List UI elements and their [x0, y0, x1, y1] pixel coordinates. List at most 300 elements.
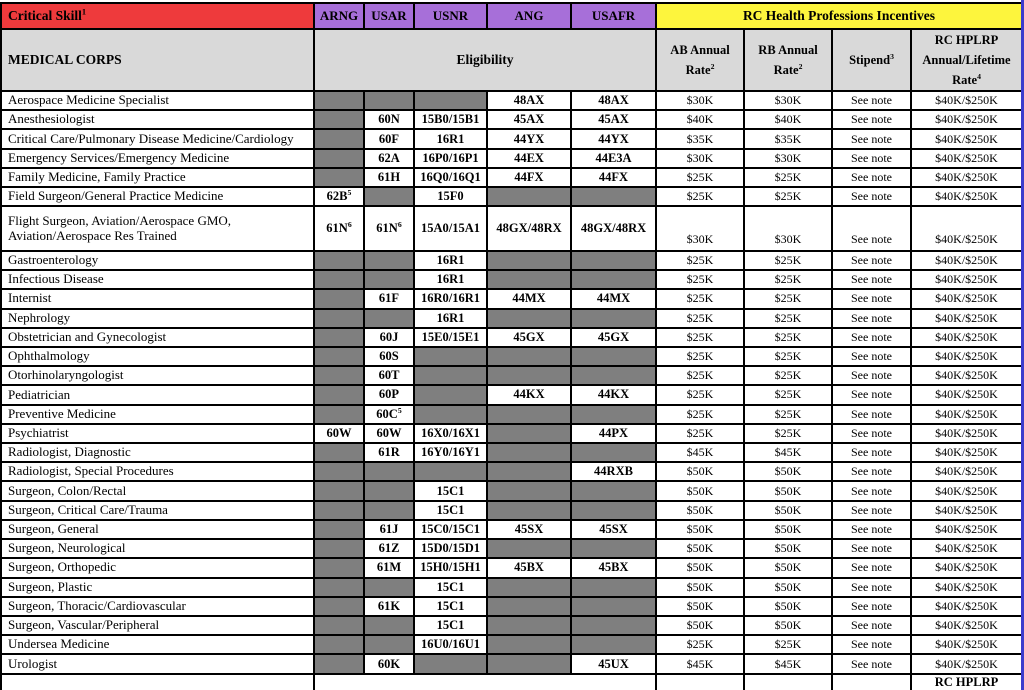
eligibility-cell-usnr: 15C1	[414, 501, 487, 520]
partial-skill-cell	[1, 674, 314, 690]
ab-rate-cell: $25K	[656, 347, 744, 366]
stipend-cell: See note	[832, 635, 911, 654]
column-header-usnr: USNR	[414, 3, 487, 29]
table-row	[1, 168, 1022, 187]
rb-rate-cell: $50K	[744, 578, 832, 597]
header-row-components	[1, 3, 1022, 29]
eligibility-cell-usnr: 16R0/16R1	[414, 289, 487, 308]
eligibility-cell-empty-arng	[314, 149, 364, 168]
eligibility-cell-ang: 44EX	[487, 149, 571, 168]
stipend-cell: See note	[832, 309, 911, 328]
table-row	[1, 501, 1022, 520]
eligibility-cell-empty-ang	[487, 616, 571, 635]
stipend-cell: See note	[832, 347, 911, 366]
skill-cell: Surgeon, Vascular/Peripheral	[1, 616, 314, 635]
ab-rate-cell: $25K	[656, 328, 744, 347]
stipend-cell: See note	[832, 168, 911, 187]
eligibility-cell-empty-usafr	[571, 481, 656, 500]
partial-hplrp-cell: RC HPLRP	[911, 674, 1022, 690]
eligibility-cell-empty-ang	[487, 597, 571, 616]
eligibility-cell-ang: 48GX/48RX	[487, 206, 571, 251]
rb-rate-cell: $40K	[744, 110, 832, 129]
table-row	[1, 187, 1022, 206]
eligibility-cell-empty-usafr	[571, 405, 656, 424]
rb-rate-cell: $45K	[744, 443, 832, 462]
table-row	[1, 405, 1022, 424]
eligibility-cell-empty-arng	[314, 366, 364, 385]
eligibility-cell-arng: $61N^6$	[314, 206, 364, 251]
eligibility-cell-usnr: 15C1	[414, 597, 487, 616]
eligibility-cell-ang: 45GX	[487, 328, 571, 347]
ab-rate-cell: $25K	[656, 168, 744, 187]
medical-corps-header: MEDICAL CORPS	[1, 29, 314, 91]
stipend-cell: See note	[832, 91, 911, 110]
eligibility-cell-empty-ang	[487, 578, 571, 597]
eligibility-cell-empty-arng	[314, 462, 364, 481]
eligibility-cell-empty-usafr	[571, 187, 656, 206]
table-row	[1, 91, 1022, 110]
table-row	[1, 366, 1022, 385]
eligibility-cell-empty-usar	[364, 616, 414, 635]
eligibility-cell-empty-usafr	[571, 366, 656, 385]
skill-cell: Field Surgeon/General Practice Medicine	[1, 187, 314, 206]
hplrp-cell: $40K/$250K	[911, 481, 1022, 500]
ab-rate-cell: $50K	[656, 481, 744, 500]
eligibility-cell-usnr: 16X0/16X1	[414, 424, 487, 443]
eligibility-cell-ang: 44MX	[487, 289, 571, 308]
eligibility-cell-empty-usafr	[571, 443, 656, 462]
eligibility-cell-empty-usafr	[571, 270, 656, 289]
partial-next-row	[1, 674, 1022, 690]
ab-rate-cell: $25K	[656, 270, 744, 289]
eligibility-cell-empty-arng	[314, 501, 364, 520]
rb-rate-cell: $50K	[744, 597, 832, 616]
ab-rate-cell: $50K	[656, 539, 744, 558]
table-row	[1, 270, 1022, 289]
table-row	[1, 481, 1022, 500]
skill-cell: Gastroenterology	[1, 251, 314, 270]
table-row	[1, 520, 1022, 539]
skill-cell: Critical Care/Pulmonary Disease Medicine/Cardiology	[1, 129, 314, 148]
hplrp-cell: $40K/$250K	[911, 501, 1022, 520]
hplrp-cell: $40K/$250K	[911, 187, 1022, 206]
eligibility-cell-usnr: 16R1	[414, 309, 487, 328]
rb-rate-cell: $25K	[744, 328, 832, 347]
stipend-cell: See note	[832, 405, 911, 424]
eligibility-cell-ang: 45AX	[487, 110, 571, 129]
ab-annual-rate-header: AB Annual Rate$^2$	[656, 29, 744, 91]
eligibility-cell-ang: 45BX	[487, 558, 571, 577]
eligibility-cell-empty-usar	[364, 462, 414, 481]
eligibility-cell-usar: 61F	[364, 289, 414, 308]
stipend-cell: See note	[832, 501, 911, 520]
rb-rate-cell: $30K	[744, 206, 832, 251]
ab-rate-cell: $50K	[656, 616, 744, 635]
hplrp-cell: $40K/$250K	[911, 539, 1022, 558]
stipend-cell: See note	[832, 289, 911, 308]
table-row	[1, 635, 1022, 654]
eligibility-cell-arng: 60W	[314, 424, 364, 443]
hplrp-cell: $40K/$250K	[911, 578, 1022, 597]
eligibility-cell-empty-arng	[314, 481, 364, 500]
skill-cell: Undersea Medicine	[1, 635, 314, 654]
eligibility-cell-empty-usnr	[414, 385, 487, 404]
rb-rate-cell: $25K	[744, 385, 832, 404]
eligibility-cell-empty-arng	[314, 328, 364, 347]
ab-rate-cell: $50K	[656, 578, 744, 597]
medical-corps-incentives-table	[0, 2, 1023, 690]
rb-rate-cell: $45K	[744, 654, 832, 674]
table-row	[1, 462, 1022, 481]
eligibility-cell-empty-arng	[314, 520, 364, 539]
eligibility-cell-empty-usnr	[414, 654, 487, 674]
skill-cell: Radiologist, Special Procedures	[1, 462, 314, 481]
eligibility-cell-usar: 60T	[364, 366, 414, 385]
eligibility-cell-usnr: 15C0/15C1	[414, 520, 487, 539]
eligibility-cell-usar: 60W	[364, 424, 414, 443]
eligibility-cell-usnr: 15C1	[414, 616, 487, 635]
partial-rb-cell	[744, 674, 832, 690]
hplrp-cell: $40K/$250K	[911, 347, 1022, 366]
skill-cell: Surgeon, Orthopedic	[1, 558, 314, 577]
incentives-banner: RC Health Professions Incentives	[656, 3, 1022, 29]
eligibility-cell-empty-arng	[314, 635, 364, 654]
ab-rate-cell: $25K	[656, 385, 744, 404]
eligibility-cell-usnr: 16Q0/16Q1	[414, 168, 487, 187]
column-header-ang: ANG	[487, 3, 571, 29]
hplrp-cell: $40K/$250K	[911, 520, 1022, 539]
hplrp-cell: $40K/$250K	[911, 251, 1022, 270]
skill-cell: Nephrology	[1, 309, 314, 328]
rb-rate-cell: $50K	[744, 616, 832, 635]
skill-cell: Aerospace Medicine Specialist	[1, 91, 314, 110]
table-row	[1, 110, 1022, 129]
eligibility-cell-empty-usafr	[571, 635, 656, 654]
stipend-cell: See note	[832, 462, 911, 481]
eligibility-cell-empty-usar	[364, 501, 414, 520]
rb-rate-cell: $50K	[744, 539, 832, 558]
eligibility-cell-empty-usnr	[414, 366, 487, 385]
table-row	[1, 578, 1022, 597]
hplrp-cell: $40K/$250K	[911, 206, 1022, 251]
ab-rate-cell: $50K	[656, 462, 744, 481]
eligibility-cell-usnr: 15C1	[414, 578, 487, 597]
eligibility-cell-empty-ang	[487, 462, 571, 481]
skill-cell: Preventive Medicine	[1, 405, 314, 424]
eligibility-cell-usafr: 44YX	[571, 129, 656, 148]
stipend-cell: See note	[832, 251, 911, 270]
eligibility-cell-empty-usafr	[571, 347, 656, 366]
rb-rate-cell: $50K	[744, 558, 832, 577]
hplrp-cell: $40K/$250K	[911, 149, 1022, 168]
rb-rate-cell: $25K	[744, 309, 832, 328]
eligibility-cell-empty-usar	[364, 91, 414, 110]
eligibility-cell-empty-arng	[314, 597, 364, 616]
table-row	[1, 597, 1022, 616]
hplrp-cell: $40K/$250K	[911, 597, 1022, 616]
table-row	[1, 347, 1022, 366]
hplrp-cell: $40K/$250K	[911, 168, 1022, 187]
hplrp-cell: $40K/$250K	[911, 328, 1022, 347]
eligibility-cell-usar: 61K	[364, 597, 414, 616]
eligibility-cell-usar: 60F	[364, 129, 414, 148]
stipend-cell: See note	[832, 654, 911, 674]
eligibility-cell-usnr: 15D0/15D1	[414, 539, 487, 558]
rb-rate-cell: $50K	[744, 501, 832, 520]
eligibility-cell-empty-arng	[314, 270, 364, 289]
eligibility-cell-usnr: 15A0/15A1	[414, 206, 487, 251]
stipend-cell: See note	[832, 149, 911, 168]
eligibility-cell-empty-ang	[487, 481, 571, 500]
eligibility-cell-empty-arng	[314, 539, 364, 558]
skill-cell: Surgeon, Critical Care/Trauma	[1, 501, 314, 520]
eligibility-cell-usar: 60J	[364, 328, 414, 347]
stipend-cell: See note	[832, 270, 911, 289]
eligibility-cell-usnr: 16P0/16P1	[414, 149, 487, 168]
eligibility-cell-usafr: 48AX	[571, 91, 656, 110]
skill-cell: Emergency Services/Emergency Medicine	[1, 149, 314, 168]
rb-rate-cell: $25K	[744, 289, 832, 308]
hplrp-cell: $40K/$250K	[911, 635, 1022, 654]
skill-cell: Family Medicine, Family Practice	[1, 168, 314, 187]
stipend-cell: See note	[832, 385, 911, 404]
table-row	[1, 616, 1022, 635]
stipend-cell: See note	[832, 520, 911, 539]
eligibility-cell-ang: 44KX	[487, 385, 571, 404]
hplrp-cell: $40K/$250K	[911, 558, 1022, 577]
eligibility-cell-usafr: 45AX	[571, 110, 656, 129]
stipend-cell: See note	[832, 481, 911, 500]
eligibility-cell-usar: 61H	[364, 168, 414, 187]
hplrp-cell: $40K/$250K	[911, 462, 1022, 481]
stipend-cell: See note	[832, 110, 911, 129]
ab-rate-cell: $25K	[656, 187, 744, 206]
rb-rate-cell: $30K	[744, 149, 832, 168]
eligibility-cell-empty-ang	[487, 635, 571, 654]
hplrp-cell: $40K/$250K	[911, 443, 1022, 462]
stipend-cell: See note	[832, 578, 911, 597]
eligibility-cell-empty-arng	[314, 289, 364, 308]
eligibility-cell-empty-arng	[314, 110, 364, 129]
eligibility-cell-empty-ang	[487, 501, 571, 520]
eligibility-cell-usafr: 45SX	[571, 520, 656, 539]
ab-rate-cell: $25K	[656, 635, 744, 654]
rb-rate-cell: $25K	[744, 366, 832, 385]
eligibility-cell-usar: 60P	[364, 385, 414, 404]
skill-cell: Obstetrician and Gynecologist	[1, 328, 314, 347]
ab-rate-cell: $50K	[656, 501, 744, 520]
skill-cell: Ophthalmology	[1, 347, 314, 366]
ab-rate-cell: $25K	[656, 366, 744, 385]
eligibility-cell-usar: 61J	[364, 520, 414, 539]
eligibility-cell-ang: 44FX	[487, 168, 571, 187]
table-row	[1, 539, 1022, 558]
ab-rate-cell: $45K	[656, 443, 744, 462]
ab-rate-cell: $25K	[656, 289, 744, 308]
ab-rate-cell: $30K	[656, 149, 744, 168]
eligibility-cell-empty-arng	[314, 347, 364, 366]
ab-rate-cell: $45K	[656, 654, 744, 674]
eligibility-cell-empty-ang	[487, 251, 571, 270]
eligibility-cell-empty-usafr	[571, 616, 656, 635]
eligibility-cell-usar: $61N^6$	[364, 206, 414, 251]
table-row	[1, 149, 1022, 168]
eligibility-cell-empty-arng	[314, 129, 364, 148]
table-row	[1, 558, 1022, 577]
ab-rate-cell: $25K	[656, 405, 744, 424]
rb-rate-cell: $50K	[744, 520, 832, 539]
table-row	[1, 385, 1022, 404]
rb-rate-cell: $25K	[744, 635, 832, 654]
eligibility-cell-empty-arng	[314, 616, 364, 635]
skill-cell: Pediatrician	[1, 385, 314, 404]
skill-cell: Psychiatrist	[1, 424, 314, 443]
eligibility-cell-empty-usar	[364, 578, 414, 597]
ab-rate-cell: $50K	[656, 520, 744, 539]
hplrp-cell: $40K/$250K	[911, 129, 1022, 148]
hplrp-cell: $40K/$250K	[911, 654, 1022, 674]
ab-rate-cell: $50K	[656, 597, 744, 616]
eligibility-cell-empty-arng	[314, 578, 364, 597]
hplrp-cell: $40K/$250K	[911, 424, 1022, 443]
eligibility-cell-empty-usnr	[414, 405, 487, 424]
eligibility-cell-usafr: 45UX	[571, 654, 656, 674]
rb-rate-cell: $25K	[744, 251, 832, 270]
skill-cell: Internist	[1, 289, 314, 308]
eligibility-cell-usafr: 44E3A	[571, 149, 656, 168]
eligibility-cell-empty-usnr	[414, 91, 487, 110]
eligibility-cell-usafr: 45BX	[571, 558, 656, 577]
ab-rate-cell: $50K	[656, 558, 744, 577]
hplrp-cell: $40K/$250K	[911, 405, 1022, 424]
eligibility-cell-empty-usar	[364, 187, 414, 206]
table-row	[1, 443, 1022, 462]
rb-rate-cell: $25K	[744, 424, 832, 443]
eligibility-cell-usar: 61Z	[364, 539, 414, 558]
rb-rate-cell: $25K	[744, 270, 832, 289]
ab-rate-cell: $30K	[656, 91, 744, 110]
hplrp-cell: $40K/$250K	[911, 309, 1022, 328]
table-row	[1, 328, 1022, 347]
skill-cell: Anesthesiologist	[1, 110, 314, 129]
eligibility-cell-empty-ang	[487, 187, 571, 206]
eligibility-cell-empty-arng	[314, 251, 364, 270]
partial-ab-cell	[656, 674, 744, 690]
eligibility-cell-empty-usar	[364, 635, 414, 654]
table-body	[1, 91, 1022, 674]
column-header-usafr: USAFR	[571, 3, 656, 29]
eligibility-cell-usafr: 44KX	[571, 385, 656, 404]
header-row-subheads	[1, 29, 1022, 91]
eligibility-cell-empty-usar	[364, 481, 414, 500]
table-row	[1, 289, 1022, 308]
eligibility-cell-usnr: 15F0	[414, 187, 487, 206]
stipend-cell: See note	[832, 616, 911, 635]
eligibility-cell-usafr: 44PX	[571, 424, 656, 443]
rb-rate-cell: $25K	[744, 187, 832, 206]
eligibility-cell-ang: 45SX	[487, 520, 571, 539]
stipend-cell: See note	[832, 558, 911, 577]
hplrp-cell: $40K/$250K	[911, 91, 1022, 110]
eligibility-cell-empty-arng	[314, 168, 364, 187]
table-row	[1, 129, 1022, 148]
eligibility-cell-usafr: 45GX	[571, 328, 656, 347]
eligibility-cell-usafr: 48GX/48RX	[571, 206, 656, 251]
partial-eligibility-cell	[314, 674, 656, 690]
eligibility-cell-empty-ang	[487, 347, 571, 366]
eligibility-cell-empty-arng	[314, 309, 364, 328]
eligibility-cell-usnr: 15H0/15H1	[414, 558, 487, 577]
eligibility-cell-usar: 61M	[364, 558, 414, 577]
eligibility-cell-usafr: 44FX	[571, 168, 656, 187]
skill-cell: Infectious Disease	[1, 270, 314, 289]
eligibility-cell-empty-arng	[314, 654, 364, 674]
eligibility-cell-empty-ang	[487, 366, 571, 385]
rb-annual-rate-header: RB Annual Rate$^2$	[744, 29, 832, 91]
skill-cell: Surgeon, General	[1, 520, 314, 539]
skill-cell: Surgeon, Colon/Rectal	[1, 481, 314, 500]
eligibility-cell-ang: 48AX	[487, 91, 571, 110]
eligibility-cell-usar: 60S	[364, 347, 414, 366]
table-row	[1, 424, 1022, 443]
skill-cell: Surgeon, Thoracic/Cardiovascular	[1, 597, 314, 616]
ab-rate-cell: $25K	[656, 424, 744, 443]
stipend-cell: See note	[832, 597, 911, 616]
stipend-header: Stipend$^3$	[832, 29, 911, 91]
eligibility-cell-usnr: 16R1	[414, 129, 487, 148]
eligibility-cell-empty-ang	[487, 443, 571, 462]
eligibility-cell-empty-arng	[314, 558, 364, 577]
stipend-cell: See note	[832, 443, 911, 462]
column-header-arng: ARNG	[314, 3, 364, 29]
eligibility-cell-usnr: 15B0/15B1	[414, 110, 487, 129]
eligibility-cell-empty-usafr	[571, 597, 656, 616]
rb-rate-cell: $50K	[744, 481, 832, 500]
stipend-cell: See note	[832, 366, 911, 385]
rb-rate-cell: $25K	[744, 347, 832, 366]
eligibility-cell-usar: 61R	[364, 443, 414, 462]
eligibility-cell-empty-arng	[314, 91, 364, 110]
ab-rate-cell: $30K	[656, 206, 744, 251]
eligibility-cell-empty-usafr	[571, 251, 656, 270]
eligibility-cell-usar: $60C^5$	[364, 405, 414, 424]
stipend-cell: See note	[832, 328, 911, 347]
table-row	[1, 251, 1022, 270]
eligibility-cell-empty-arng	[314, 385, 364, 404]
critical-skill-header: Critical Skill$^1$	[1, 3, 314, 29]
eligibility-cell-empty-ang	[487, 654, 571, 674]
eligibility-cell-usar: 60N	[364, 110, 414, 129]
stipend-cell: See note	[832, 187, 911, 206]
hplrp-cell: $40K/$250K	[911, 110, 1022, 129]
eligibility-cell-empty-usafr	[571, 309, 656, 328]
eligibility-cell-empty-usafr	[571, 578, 656, 597]
eligibility-cell-ang: 44YX	[487, 129, 571, 148]
eligibility-cell-empty-arng	[314, 405, 364, 424]
rc-hplrp-header: RC HPLRP Annual/Lifetime Rate$^4$	[911, 29, 1022, 91]
skill-cell: Surgeon, Neurological	[1, 539, 314, 558]
eligibility-cell-empty-arng	[314, 443, 364, 462]
eligibility-header: Eligibility	[314, 29, 656, 91]
eligibility-cell-usafr: 44RXB	[571, 462, 656, 481]
eligibility-cell-usar: 60K	[364, 654, 414, 674]
eligibility-cell-empty-usar	[364, 251, 414, 270]
ab-rate-cell: $35K	[656, 129, 744, 148]
ab-rate-cell: $25K	[656, 309, 744, 328]
table-row	[1, 654, 1022, 674]
skill-cell: Otorhinolaryngologist	[1, 366, 314, 385]
rb-rate-cell: $25K	[744, 405, 832, 424]
